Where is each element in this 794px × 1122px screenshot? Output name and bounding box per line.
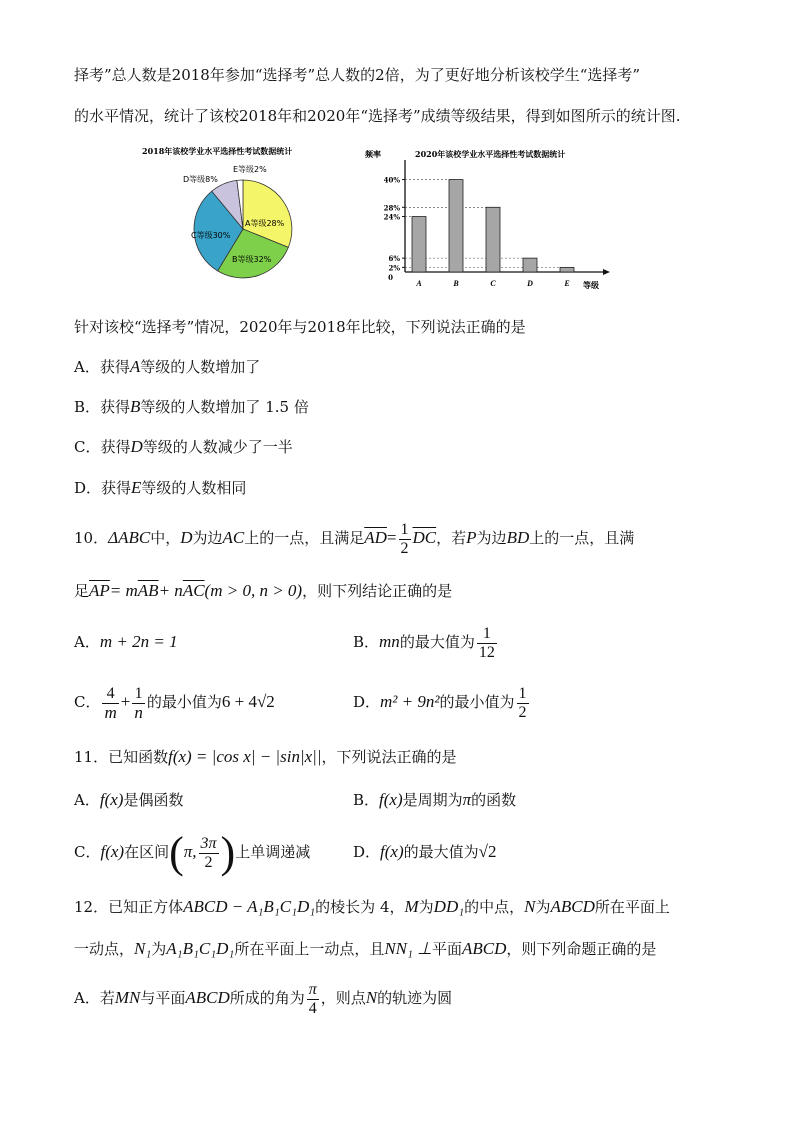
bar-b	[449, 180, 463, 272]
q10-t4: ，若	[436, 529, 467, 547]
q10-vec-ac: $\overline{AC}$	[182, 581, 205, 600]
q11-b-pi: π	[462, 790, 472, 809]
q11-d-label: D．	[353, 843, 381, 861]
q9-a-var: A	[129, 357, 141, 376]
q11-d-text: 的最大值为	[403, 843, 479, 861]
bar-y-tick-label: 0	[388, 273, 393, 282]
q11-c-d: 2	[199, 853, 219, 872]
q9-a-post: 等级的人数增加了	[140, 358, 261, 376]
bar-x-label: 等级	[583, 280, 599, 290]
q10-eq2: = m	[109, 581, 138, 600]
pie-title: 2018年该校学业水平选择性考试数据统计	[142, 146, 293, 156]
q10-opt-b-n: 1	[482, 624, 491, 642]
q10-t3: 上的一点，且满足	[244, 529, 365, 547]
q12-num: 12．已知正方体	[74, 898, 184, 916]
q11-b-label: B．	[353, 791, 380, 809]
q12-t3: 的中点，	[464, 898, 525, 916]
q12-a-t2: 所成的角为	[229, 989, 305, 1007]
q11-d-value: √2	[478, 842, 497, 861]
q12-l2e: ，则下列命题正确的是	[506, 940, 657, 958]
q10-num: 10．	[74, 529, 109, 547]
q11-d-f: f(x)	[380, 842, 404, 861]
q10-t2: 为边	[192, 529, 223, 547]
q10-p: P	[466, 528, 477, 547]
q10-l2b: ，则下列结论正确的是	[302, 582, 453, 600]
q11-c-n: 3π	[200, 834, 217, 852]
q10-opt-c-label: C．	[74, 693, 101, 711]
q12-a-n: π	[308, 980, 317, 998]
q10-opt-d-text: 的最小值为	[439, 693, 515, 711]
q10-option-d	[353, 682, 531, 722]
q12-a-pre: A．若	[74, 989, 115, 1007]
q10-vec-dc: $\overline{DC}$	[412, 528, 437, 547]
q12-l2d: 平面	[431, 940, 462, 958]
q9-c-pre: C．获得	[74, 438, 131, 456]
q11-a-label: A．	[74, 791, 100, 809]
q12-t2: 为	[418, 898, 434, 916]
q10-line-1	[74, 518, 634, 558]
q10-opt-c-frac1	[102, 685, 118, 722]
bar-y-tick-label: 6%	[388, 254, 400, 264]
q12-l2a: 一动点，	[74, 940, 135, 958]
q11-function: f(x) = |cos x| − |sin|x||	[168, 747, 322, 766]
q11-option-a	[74, 789, 183, 811]
q10-opt-d-frac	[517, 685, 529, 722]
q11-c-frac	[199, 835, 219, 872]
q10-opt-d-math: m² + 9n²	[380, 692, 440, 711]
q12-nn1: NN₁ ⊥	[384, 939, 432, 958]
q10-opt-b-text: 的最大值为	[399, 633, 475, 651]
q10-opt-c-d2: n	[134, 702, 143, 722]
q10-opt-b-label: B．	[353, 633, 380, 651]
pie-chart-2018	[138, 140, 338, 290]
q12-t1: 的棱长为 4，	[315, 898, 405, 916]
bar-category-label: D	[527, 279, 533, 288]
q9-b-post: 等级的人数增加了 1.5 倍	[140, 398, 309, 416]
q12-t5: 所在平面上	[594, 898, 670, 916]
q10-opt-d-n: 1	[518, 684, 527, 702]
q12-a-t: 与平面	[140, 989, 186, 1007]
bar-y-tick-label: 24%	[383, 212, 400, 222]
q10-opt-d-d: 2	[518, 703, 527, 721]
q9-d-var: E	[131, 478, 142, 497]
q10-opt-c-text: 的最小值为	[146, 693, 222, 711]
bar-c	[486, 207, 500, 272]
pie-label-b: B等级32%	[232, 255, 272, 264]
q9-d-post: 等级的人数相同	[141, 479, 247, 497]
q10-option-b	[353, 622, 499, 662]
pie-label-d: D等级8%	[183, 175, 218, 184]
q11-num: 11．已知函数	[74, 748, 169, 766]
q12-l2b: 为	[151, 940, 167, 958]
q10-d: D	[180, 528, 193, 547]
q10-opt-d-label: D．	[353, 693, 381, 711]
q12-dd1: DD₁	[433, 897, 465, 916]
q12-abcd2: ABCD	[462, 939, 507, 958]
q11-c-text: 在区间	[124, 843, 170, 861]
q10-opt-c-value: 6 + 4√2	[221, 692, 275, 711]
q10-opt-c-n1: 4	[106, 684, 115, 702]
q12-a1b1c1d1: A₁B₁C₁D₁	[166, 939, 235, 958]
q12-t4: 为	[535, 898, 551, 916]
q12-n: N	[524, 897, 536, 916]
bar-y-tick-label: 28%	[383, 203, 400, 213]
q12-abcd: ABCD	[550, 897, 595, 916]
q12-option-a	[74, 978, 452, 1018]
q11-a-f: f(x)	[99, 790, 124, 809]
q11-c-lparen: (	[169, 828, 184, 877]
q10-line-2	[74, 580, 452, 602]
bar-y-label: 频率	[365, 149, 381, 159]
q10-option-c	[74, 682, 275, 722]
q9-stem: 针对该校“选择考”情况，2020年与2018年比较，下列说法正确的是	[74, 318, 526, 336]
q11-c-f: f(x)	[100, 842, 125, 861]
q11-c-rparen: )	[220, 828, 236, 877]
q10-cond: (m > 0, n > 0)	[204, 581, 303, 600]
q9-d-pre: D．获得	[74, 479, 132, 497]
q11-c-pi: π,	[183, 842, 197, 861]
q11-stem	[74, 746, 457, 768]
q12-a-t3: ，则点	[320, 989, 366, 1007]
q12-a-t4: 的轨迹为圆	[377, 989, 453, 1007]
intro-line-1: 择考”总人数是2018年参加“选择考”总人数的2倍，为了更好地分析该校学生“选择考”	[74, 66, 641, 84]
bar-category-label: E	[564, 279, 570, 288]
q11-option-b	[353, 789, 516, 811]
pie-label-c: C等级30%	[191, 231, 231, 240]
q10-opt-a-math: m + 2n = 1	[99, 632, 178, 651]
q9-c-var: D	[130, 437, 143, 456]
q12-line-2	[74, 938, 656, 960]
q10-plus: + n	[158, 581, 183, 600]
bar-title: 2020年该校学业水平选择性考试数据统计	[415, 149, 566, 159]
q12-a-frac	[307, 981, 319, 1018]
q12-line-1	[74, 896, 670, 918]
q9-b-var: B	[130, 397, 141, 416]
q11-c-text2: 上单调递减	[235, 843, 311, 861]
q10-bd: BD	[506, 528, 530, 547]
bar-y-tick-label: 2%	[388, 263, 400, 273]
q12-a-mn: MN	[114, 988, 141, 1007]
q11-a-text: 是偶函数	[123, 791, 184, 809]
q9-c-post: 等级的人数减少了一半	[142, 438, 293, 456]
q10-opt-b-d: 12	[478, 643, 495, 661]
q10-opt-a-label: A．	[74, 633, 100, 651]
q11-c-label: C．	[74, 843, 101, 861]
q9-option-c	[74, 436, 293, 458]
q11-option-c	[74, 828, 311, 877]
q10-opt-c-frac2	[132, 685, 145, 722]
q10-half-d: 2	[400, 539, 409, 557]
q10-tri: ΔABC	[108, 528, 151, 547]
q10-vec-ab: $\overline{AB}$	[137, 581, 159, 600]
bar-x-arrow	[603, 269, 610, 275]
q11-b-text2: 的函数	[471, 791, 517, 809]
q12-a-abcd: ABCD	[185, 988, 230, 1007]
pie-label-e: E等级2%	[233, 165, 267, 174]
q9-option-a	[74, 356, 260, 378]
bar-e	[560, 267, 574, 272]
q12-a-d: 4	[307, 999, 319, 1018]
q10-ac: AC	[222, 528, 245, 547]
q11-b-f: f(x)	[379, 790, 403, 809]
q10-vec-ap: $\overline{AP}$	[89, 581, 110, 600]
q9-a-pre: A．获得	[74, 358, 130, 376]
q10-opt-c-n2: 1	[134, 684, 143, 702]
q9-option-d	[74, 477, 246, 499]
q12-cube: ABCD − A₁B₁C₁D₁	[183, 897, 316, 916]
intro-line-2: 的水平情况，统计了该校2018年和2020年“选择考”成绩等级结果，得到如图所示的统计图.	[74, 107, 681, 125]
bar-a	[412, 217, 426, 272]
q10-vec-ad: $\overline{AD}$	[364, 528, 387, 547]
q11-option-d	[353, 841, 496, 863]
q10-l2a: 足	[74, 582, 90, 600]
q11-text: ，下列说法正确的是	[321, 748, 457, 766]
q9-option-b	[74, 396, 309, 418]
pie-label-a: A等级28%	[245, 219, 285, 228]
q10-t5: 为边	[476, 529, 507, 547]
bar-category-label: A	[416, 279, 422, 288]
bar-category-label: C	[490, 279, 496, 288]
q10-opt-b-math: mn	[379, 632, 400, 651]
q12-m: M	[404, 897, 419, 916]
bar-d	[523, 258, 537, 272]
q10-t1: 中，	[150, 529, 181, 547]
q10-eq: =	[386, 528, 397, 547]
q10-opt-c-d1: m	[104, 702, 117, 722]
q9-b-pre: B．获得	[74, 398, 131, 416]
q12-n1: N₁	[134, 939, 152, 958]
bar-y-tick-label: 40%	[383, 175, 400, 185]
q10-options-ab	[74, 622, 178, 662]
q10-t6: 上的一点，且满	[529, 529, 635, 547]
q10-opt-b-frac	[477, 625, 497, 662]
q12-a-n-var: N	[365, 988, 378, 1007]
q11-b-text: 是周期为	[402, 791, 463, 809]
q12-l2c: 所在平面上一动点，且	[234, 940, 385, 958]
q10-half-n: 1	[400, 520, 409, 538]
bar-category-label: B	[453, 279, 459, 288]
q10-half	[399, 521, 411, 558]
q10-opt-c-plus: +	[120, 692, 131, 711]
bar-chart-2020	[365, 140, 615, 290]
